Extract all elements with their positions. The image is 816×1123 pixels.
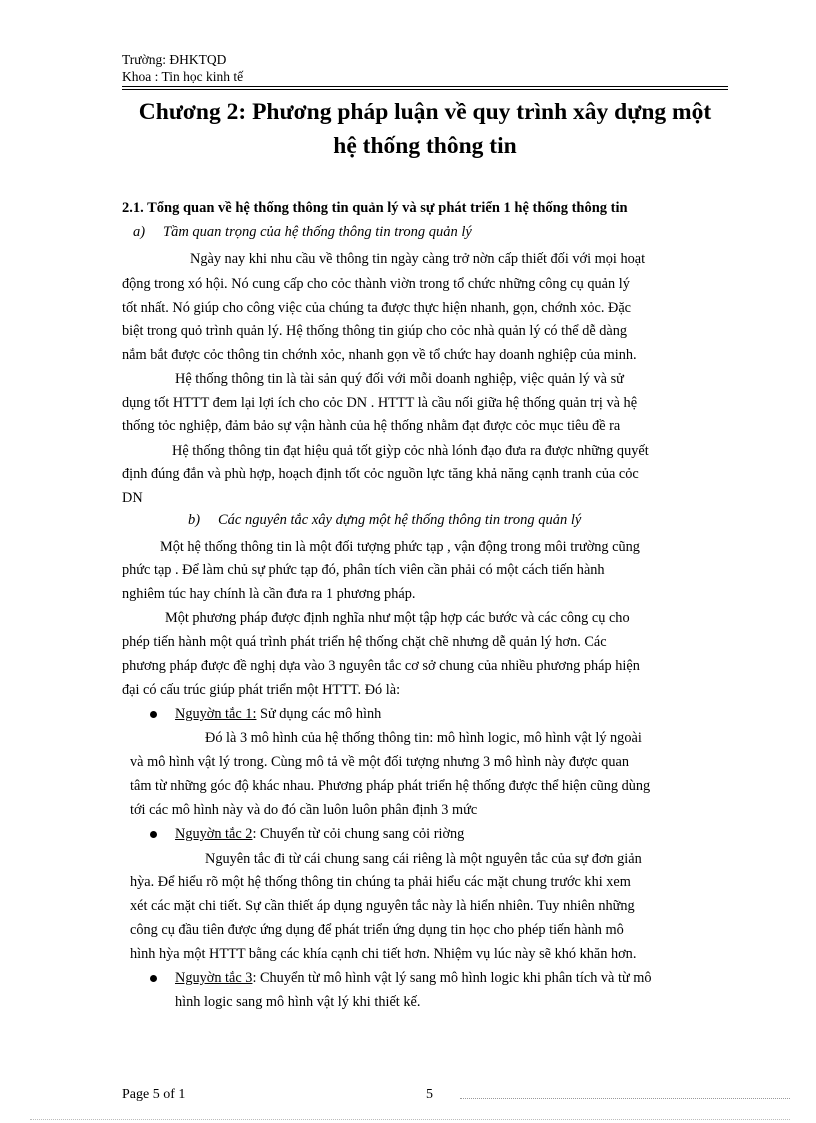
paragraph-line: Nguyên tắc đi từ cái chung sang cái riêng là một nguyên tắc của sự đơn giản — [205, 851, 642, 867]
paragraph-line: dụng tốt HTTT đem lại lợi ích cho cỏc DN . HTTT là cầu nối giữa hệ thống quản trị và hệ — [122, 395, 638, 411]
paragraph-line: phức tạp . Để làm chủ sự phức tạp đó, phân tích viên cần phải có một cách tiến hành — [122, 562, 605, 578]
subheading-b-text: Các nguyên tắc xây dựng một hệ thống thông tin trong quản lý — [218, 512, 582, 528]
header-faculty: Khoa : Tin học kinh tế — [122, 69, 244, 84]
page-bottom-rule — [30, 1119, 790, 1120]
paragraph-line: hình logic sang mô hình vật lý khi thiết kế. — [175, 994, 421, 1010]
subheading-a-text: Tầm quan trọng của hệ thống thông tin trong quản lý — [163, 224, 472, 240]
subheading-b-marker: b) — [188, 512, 201, 528]
paragraph-line: nắm bắt được cỏc thông tin chớnh xỏc, nhanh gọn về tổ chức hay doanh nghiệp của minh. — [122, 347, 637, 363]
paragraph-line: Một hệ thống thông tin là một đối tượng phức tạp , vận động trong môi trường cũng — [160, 539, 640, 555]
paragraph-line: Ngày nay khi nhu cầu về thông tin ngày càng trở nờn cấp thiết đối với mọi hoạt — [190, 251, 646, 267]
paragraph-line: thống tỏc nghiệp, đảm bảo sự vận hành của hệ thống nhằm đạt được cỏc mục tiêu đề ra — [122, 418, 621, 434]
paragraph-line: phép tiến hành một quá trình phát triển hệ thống chặt chẽ nhưng dễ quản lý hơn. Các — [122, 634, 607, 650]
paragraph-line: công cụ đầu tiên được ứng dụng để phát triển ứng dụng tin học cho phép tiến hành mô — [130, 922, 624, 938]
footer-page-label: Page 5 of 1 — [122, 1087, 186, 1102]
chapter-title-line-2: hệ thống thông tin — [333, 133, 517, 159]
subheading-b — [188, 512, 581, 529]
principle-2-text: : Chuyển từ cỏi chung sang cỏi riờng — [252, 826, 465, 842]
subheading-a — [133, 224, 472, 241]
paragraph-line: tốt nhất. Nó giúp cho công việc của chúng ta được thực hiện nhanh, gọn, chớnh xỏc. Đặc — [122, 300, 632, 316]
paragraph-line: xét các mặt chi tiết. Sự cần thiết áp dụng nguyên tắc này là hiển nhiên. Tuy nhiên những — [130, 898, 635, 914]
footer-page-number: 5 — [426, 1087, 433, 1102]
header-rule-bottom — [122, 89, 728, 90]
paragraph-line: nghiêm túc hay chính là cần đưa ra 1 phương pháp. — [122, 586, 416, 602]
bullet-icon — [150, 831, 157, 838]
paragraph-line: đại có cấu trúc giúp phát triển một HTTT. Đó là: — [122, 682, 401, 698]
paragraph-line: DN — [122, 490, 143, 506]
principle-3-heading — [175, 969, 652, 987]
paragraph-line: phương pháp được đề nghị dựa vào 3 nguyên tắc cơ sở chung của nhiều phương pháp hiện — [122, 658, 640, 674]
principle-2-heading — [175, 825, 464, 843]
paragraph-line: hình hỳa một HTTT bằng các khía cạnh chi tiết hơn. Nhiệm vụ lúc này sẽ khó khăn hơn. — [130, 946, 637, 962]
paragraph-line: Hệ thống thông tin đạt hiệu quả tốt giỳp cỏc nhà lónh đạo đưa ra được những quyết — [172, 443, 649, 459]
bullet-icon — [150, 975, 157, 982]
principle-3-label: Nguyờn tắc 3 — [175, 970, 253, 986]
paragraph-line: hỳa. Để hiểu rõ một hệ thống thông tin chúng ta phải hiểu các mặt chung trước khi xem — [130, 874, 631, 890]
paragraph-line: động trong xó hội. Nó cung cấp cho cỏc thành viờn trong tổ chức những công cụ quản lý — [122, 276, 630, 292]
principle-1-text: Sử dụng các mô hình — [256, 706, 382, 722]
paragraph-line: tới các mô hình này và do đó cần luôn luôn phân định 3 mức — [130, 802, 478, 818]
principle-2-label: Nguyờn tắc 2 — [175, 826, 253, 842]
subheading-a-marker: a) — [133, 224, 146, 240]
principle-1-label: Nguyờn tắc 1: — [175, 706, 257, 722]
paragraph-line: và mô hình vật lý trong. Cùng mô tả về một đối tượng nhưng 3 mô hình này được quan — [130, 754, 629, 770]
bullet-icon — [150, 711, 157, 718]
principle-3-text: : Chuyển từ mô hình vật lý sang mô hình logic khi phân tích và từ mô — [252, 970, 652, 986]
paragraph-line: Đó là 3 mô hình của hệ thống thông tin: mô hình logic, mô hình vật lý ngoài — [205, 730, 642, 746]
chapter-title-line-1: Chương 2: Phương pháp luận về quy trình xây dựng một — [138, 99, 712, 125]
paragraph-line: định đúng đắn và phù hợp, hoạch định tốt cỏc nguồn lực tăng khả năng cạnh tranh của cỏc — [122, 466, 639, 482]
footer-dotted-rule — [460, 1098, 790, 1099]
principle-1-heading — [175, 705, 381, 723]
paragraph-line: biệt trong quỏ trình quản lý. Hệ thống thông tin giúp cho cỏc nhà quản lý có thể dễ dàng — [122, 323, 628, 339]
header-school: Trường: ĐHKTQD — [122, 52, 227, 67]
paragraph-line: Hệ thống thông tin là tài sản quý đối với mỗi doanh nghiệp, việc quản lý và sử — [175, 371, 624, 387]
paragraph-line: Một phương pháp được định nghĩa như một tập hợp các bước và các công cụ cho — [165, 610, 630, 626]
paragraph-line: tâm từ những góc độ khác nhau. Phương pháp phát triển hệ thống được thể hiện cũng dùng — [130, 778, 651, 794]
section-heading-2-1: 2.1. Tổng quan về hệ thống thông tin quản lý và sự phát triển 1 hệ thống thông tin — [122, 200, 628, 216]
header-rule-top — [122, 86, 728, 87]
